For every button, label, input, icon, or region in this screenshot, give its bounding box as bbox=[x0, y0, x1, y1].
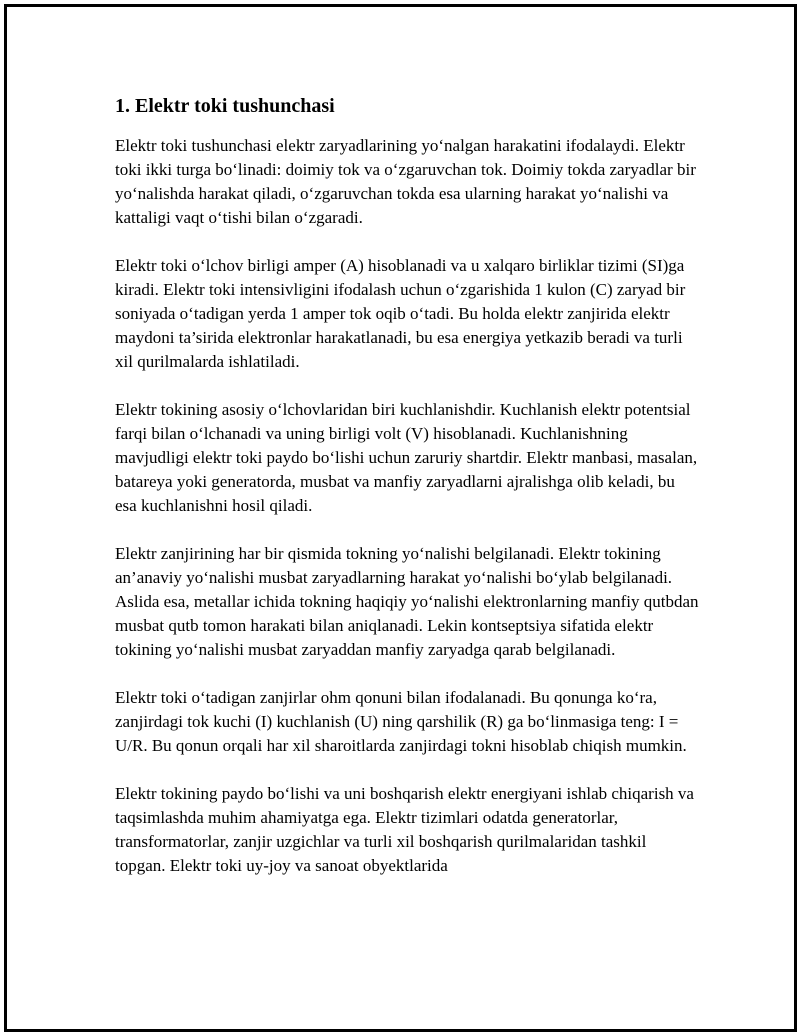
section-heading: 1. Elektr toki tushunchasi bbox=[115, 95, 335, 117]
paragraph-ampere-unit: Elektr toki o‘lchov birligi amper (A) hisoblanadi va u xalqaro birliklar tizimi (SI)ga kiradi. Elektr toki intensivligini ifodalash uchun o‘zgarishida 1 kulon (C) zaryad bir soniyada o‘tadigan yerda 1 amper tok oqib o‘tadi. Bu holda elektr zanjirida elektr maydoni ta’sirida elektronlar harakatlanadi, bu esa energiya yetkazib beradi va turli xil qurilmalarda ishlatiladi. bbox=[115, 256, 686, 371]
paragraph-direct-alternating-current: Elektr toki tushunchasi elektr zaryadlarining yo‘nalgan harakatini ifodalaydi. Elektr toki ikki turga bo‘linadi: doimiy tok va o‘zgaruvchan tok. Doimiy tokda zaryadlar bir yo‘nalishda harakat qiladi, o‘zgaruvchan tokda esa ularning harakat yo‘nalishi va kattaligi vaqt o‘tishi bilan o‘zgaradi. bbox=[115, 136, 696, 227]
document-body bbox=[115, 92, 700, 902]
paragraph-electric-systems: Elektr tokining paydo bo‘lishi va uni boshqarish elektr energiyani ishlab chiqarish va taqsimlashda muhim ahamiyatga ega. Elektr tizimlari odatda generatorlar, transformatorlar, zanjir uzgichlar va turli xil boshqarish qurilmalaridan tashkil topgan. Elektr toki uy-joy va sanoat obyektlarida bbox=[115, 784, 694, 875]
paragraph-current-direction: Elektr zanjirining har bir qismida tokning yo‘nalishi belgilanadi. Elektr tokining an’anaviy yo‘nalishi musbat zaryadlarning harakat yo‘nalishi bo‘ylab belgilanadi. Aslida esa, metallar ichida tokning haqiqiy yo‘nalishi elektronlarning manfiy qutbdan musbat qutb tomon harakati bilan aniqlanadi. Lekin kontseptsiya sifatida elektr tokining yo‘nalishi musbat zaryaddan manfiy zaryadga qarab belgilanadi. bbox=[115, 544, 699, 659]
paragraph-ohms-law: Elektr toki o‘tadigan zanjirlar ohm qonuni bilan ifodalanadi. Bu qonunga ko‘ra, zanjirdagi tok kuchi (I) kuchlanish (U) ning qarshilik (R) ga bo‘linmasiga teng: I = U/R. Bu qonun orqali har xil sharoitlarda zanjirdagi tokni hisoblab chiqish mumkin. bbox=[115, 688, 687, 755]
paragraph-voltage: Elektr tokining asosiy o‘lchovlaridan biri kuchlanishdir. Kuchlanish elektr potentsial farqi bilan o‘lchanadi va uning birligi volt (V) hisoblanadi. Kuchlanishning mavjudligi elektr toki paydo bo‘lishi uchun zaruriy shartdir. Elektr manbasi, masalan, batareya yoki generatorda, musbat va manfiy zaryadlarni ajralishga olib keladi, bu esa kuchlanishni hosil qiladi. bbox=[115, 400, 698, 515]
